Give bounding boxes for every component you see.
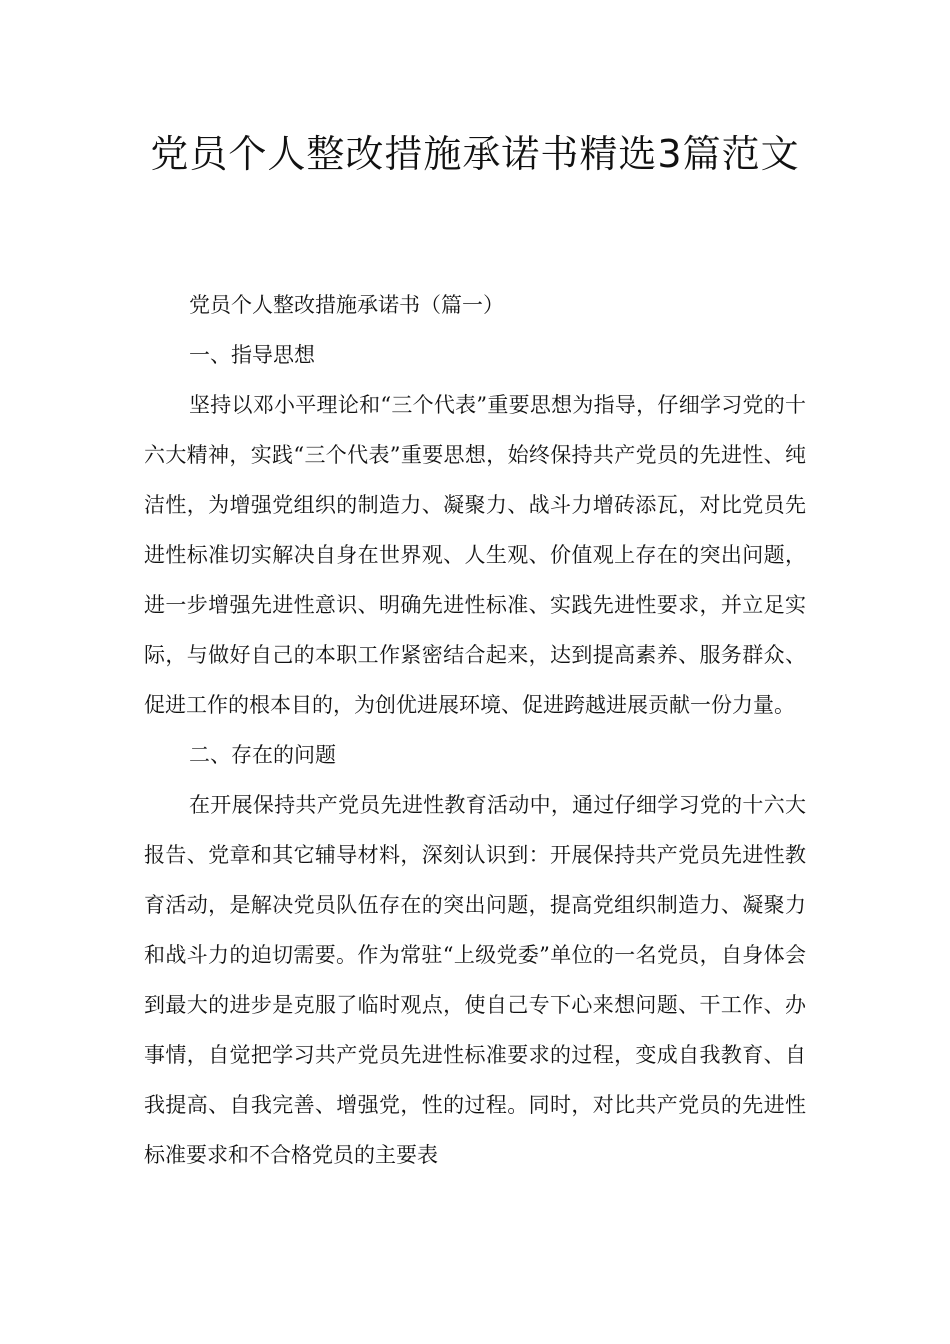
document-title: 党员个人整改措施承诺书精选3篇范文 (150, 132, 800, 176)
heading-guiding-ideology: 一、指导思想 (189, 343, 315, 367)
paragraph-guiding-ideology: 坚持以邓小平理论和“三个代表”重要思想为指导，仔细学习党的十六大精神，实践“三个代表”重要思想，始终保持共产党员的先进性、纯洁性，为增强党组织的制造力、凝聚力、战斗力增砖添瓦，对比党员先进性标准切实解决自身在世界观、人生观、价值观上存在的突出问题，进一步增强先进性意识、明确先进性标准、实践先进性要求，并立足实际，与做好自己的本职工作紧密结合起来，达到提高素养、服务群众、促进工作的根本目的，为创优进展环境、促进跨越进展贡献一份力量。 (144, 393, 806, 717)
heading-existing-problems: 二、存在的问题 (189, 743, 336, 767)
paragraph-existing-problems: 在开展保持共产党员先进性教育活动中，通过仔细学习党的十六大报告、党章和其它辅导材料，深刻认识到：开展保持共产党员先进性教育活动，是解决党员队伍存在的突出问题，提高党组织制造力、凝聚力和战斗力的迫切需要。作为常驻“上级党委”单位的一名党员，自身体会到最大的进步是克服了临时观点，使自己专下心来想问题、干工作、办事情，自觉把学习共产党员先进性标准要求的过程，变成自我教育、自我提高、自我完善、增强党，性的过程。同时，对比共产党员的先进性标准要求和不合格党员的主要表 (144, 793, 806, 1167)
section-heading-part-one: 党员个人整改措施承诺书（篇一） (189, 293, 504, 317)
document-body (144, 280, 806, 1180)
